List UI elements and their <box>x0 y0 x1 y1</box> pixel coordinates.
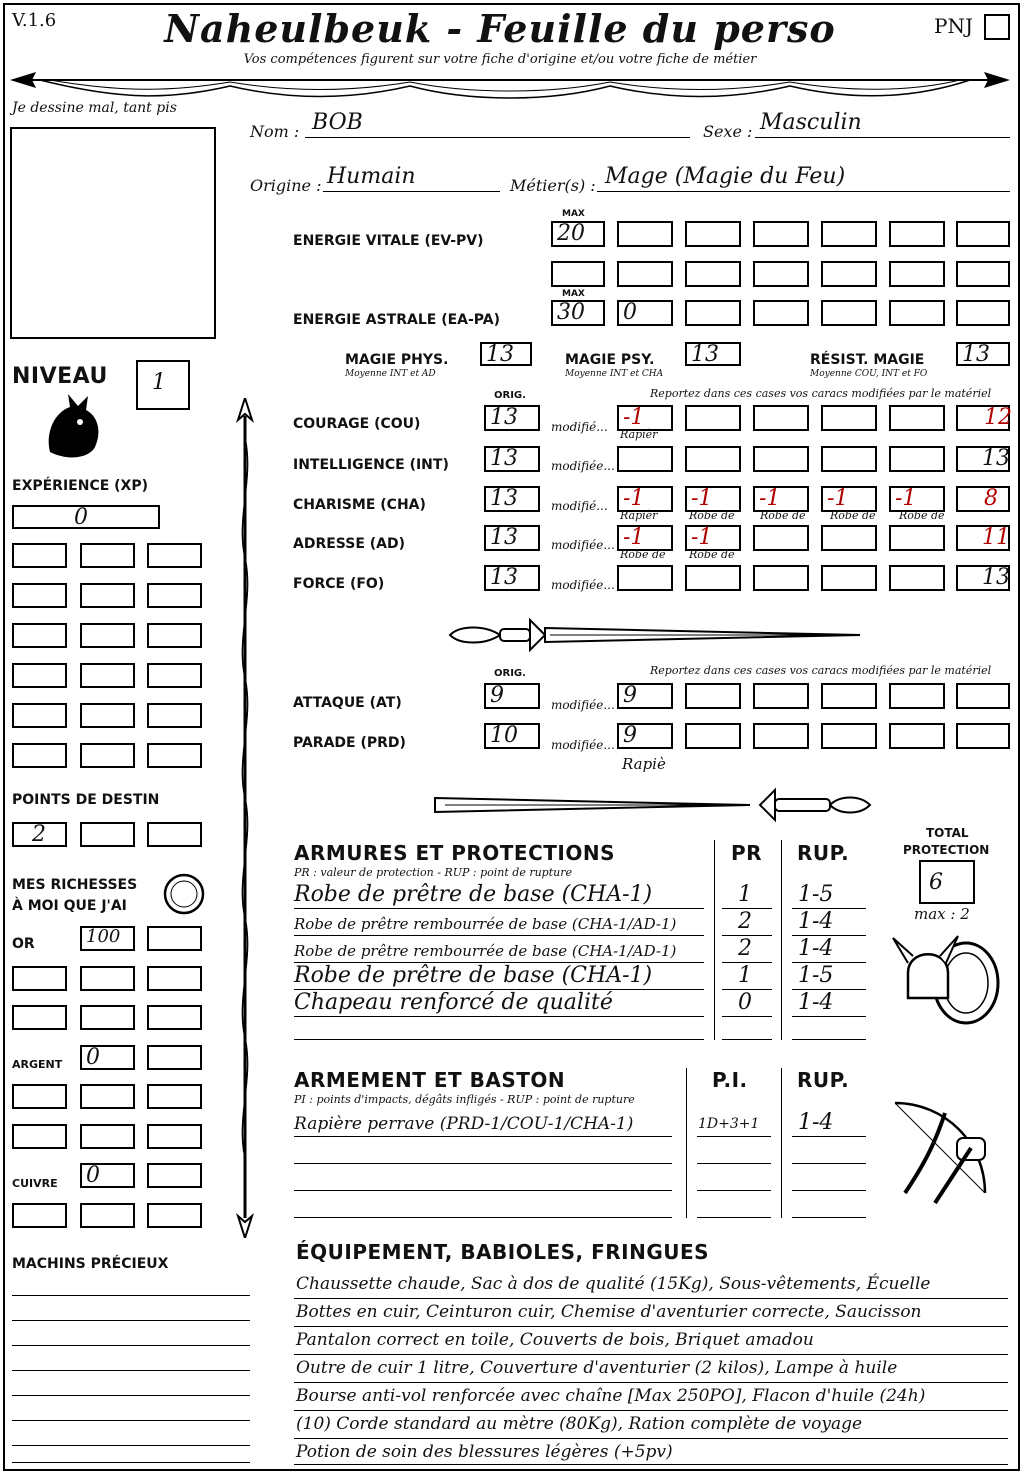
at-label: ATTAQUE (AT) <box>293 695 402 711</box>
at-orig-box[interactable] <box>484 683 540 709</box>
cha-final-box[interactable] <box>956 486 1010 512</box>
ev-box[interactable] <box>753 261 809 287</box>
cha-orig-value: 13 <box>490 486 518 511</box>
machins-label: MACHINS PRÉCIEUX <box>12 1256 169 1272</box>
at-mod-box[interactable] <box>617 683 673 709</box>
ev-box[interactable] <box>685 261 741 287</box>
resist-magie-value: 13 <box>962 342 990 367</box>
ev-box[interactable] <box>685 221 741 247</box>
or-label: OR <box>12 936 35 952</box>
prd-mod-box[interactable] <box>821 723 877 749</box>
ea-label: ENERGIE ASTRALE (EA-PA) <box>293 312 501 328</box>
armure-row-line[interactable] <box>294 1022 704 1040</box>
ev-box[interactable] <box>753 221 809 247</box>
machins-line[interactable] <box>12 1351 250 1371</box>
or-box[interactable] <box>80 1005 135 1030</box>
int-orig-box[interactable] <box>484 446 540 472</box>
armure-row-line[interactable] <box>722 1022 772 1040</box>
ad-mod-value: -1 <box>623 525 645 550</box>
prd-mod-value: 9 <box>623 723 637 748</box>
cha-mod-note: Robe de <box>899 509 945 522</box>
cou-mod-value: -1 <box>623 405 645 430</box>
armure-pr: 2 <box>738 909 752 934</box>
fo-mod-box[interactable] <box>617 565 673 591</box>
armure-pr: 1 <box>738 882 752 907</box>
ev-box[interactable] <box>617 261 673 287</box>
cha-mod-value: -1 <box>895 486 917 511</box>
machins-line[interactable] <box>12 1451 250 1463</box>
cou-orig-box[interactable] <box>484 405 540 431</box>
portrait-box[interactable] <box>10 127 216 339</box>
ev-box[interactable] <box>551 261 605 287</box>
destin-box[interactable] <box>147 822 202 847</box>
xp-grid-box[interactable] <box>147 543 202 568</box>
armure-name: Robe de prêtre de base (CHA-1) <box>294 882 653 907</box>
xp-grid-box[interactable] <box>12 703 67 728</box>
destin-box[interactable] <box>12 822 67 847</box>
xp-grid-box[interactable] <box>80 663 135 688</box>
armure-name: Chapeau renforcé de qualité <box>294 990 613 1015</box>
armure-pr: 1 <box>738 963 752 988</box>
cha-mod-note: Robe de <box>689 509 735 522</box>
niveau-box[interactable] <box>136 360 190 410</box>
int-mod-box[interactable] <box>617 446 673 472</box>
machins-line[interactable] <box>12 1401 250 1421</box>
int-orig-value: 13 <box>490 446 518 471</box>
magie-psy-label: MAGIE PSY. <box>565 352 655 368</box>
nom-value: BOB <box>312 110 363 135</box>
ev-box[interactable] <box>889 221 945 247</box>
equipement-item: Potion de soin des blessures légères (+5pv) <box>296 1442 673 1462</box>
prd-modif-label: modifiée... <box>551 738 615 752</box>
machins-line[interactable] <box>12 1376 250 1396</box>
ea-box[interactable] <box>821 300 877 326</box>
armures-title: ARMURES ET PROTECTIONS <box>294 841 615 865</box>
prd-mod-note: Rapiè <box>622 755 666 773</box>
combat-note: Reportez dans ces cases vos caracs modifiées par le matériel <box>650 664 992 677</box>
cha-mod-value: -1 <box>759 486 781 511</box>
armures-sub: PR : valeur de protection - RUP : point de rupture <box>294 866 572 879</box>
machins-line[interactable] <box>12 1301 250 1321</box>
machins-line[interactable] <box>12 1326 250 1346</box>
at-mod-box[interactable] <box>753 683 809 709</box>
arme-name: Rapière perrave (PRD-1/COU-1/CHA-1) <box>294 1114 634 1134</box>
armement-sub: PI : points d'impacts, dégâts infligés - RUP : point de rupture <box>294 1093 635 1106</box>
int-final-value: 13 <box>982 446 1010 471</box>
spear-icon <box>232 398 258 1238</box>
ea-box[interactable] <box>617 300 673 326</box>
int-final-box[interactable] <box>956 446 1010 472</box>
ad-mod-note: Robe de <box>620 548 666 561</box>
ev-box[interactable] <box>821 221 877 247</box>
xp-grid-box[interactable] <box>147 663 202 688</box>
arme-row-line[interactable] <box>697 1169 771 1191</box>
ev-box[interactable] <box>821 261 877 287</box>
magie-phys-box[interactable] <box>480 342 532 366</box>
equipement-title: ÉQUIPEMENT, BABIOLES, FRINGUES <box>296 1240 710 1264</box>
ev-box[interactable] <box>617 221 673 247</box>
int-modif-label: modifiée... <box>551 459 615 473</box>
xp-grid-box[interactable] <box>80 703 135 728</box>
niveau-label: NIVEAU <box>12 364 108 389</box>
or-box[interactable] <box>80 926 135 951</box>
xp-grid-box[interactable] <box>12 543 67 568</box>
magie-psy-sub: Moyenne INT et CHA <box>565 369 664 379</box>
orig-label: ORIG. <box>494 390 526 401</box>
xp-grid-box[interactable] <box>80 743 135 768</box>
fo-mod-box[interactable] <box>685 565 741 591</box>
ad-modif-label: modifiée... <box>551 538 615 552</box>
metier-label: Métier(s) : <box>510 176 596 195</box>
dragon-icon <box>40 392 106 464</box>
xp-grid-box[interactable] <box>147 743 202 768</box>
at-modif-label: modifiée... <box>551 698 615 712</box>
xp-grid-box[interactable] <box>12 623 67 648</box>
ev-label: ENERGIE VITALE (EV-PV) <box>293 233 484 249</box>
armure-pr: 2 <box>738 936 752 961</box>
coin-icon <box>162 872 206 916</box>
sexe-value: Masculin <box>760 110 862 135</box>
total-protection-label: TOTAL <box>926 826 969 840</box>
equipement-item: Outre de cuir 1 litre, Couverture d'aventurier (2 kilos), Lampe à huile <box>296 1358 898 1378</box>
prd-final-box[interactable] <box>956 723 1010 749</box>
cha-mod-value: -1 <box>691 486 713 511</box>
armure-rup: 1-5 <box>798 963 834 988</box>
or-box[interactable] <box>147 1005 202 1030</box>
armures-col-sep <box>781 840 782 1040</box>
argent-label: ARGENT <box>12 1058 63 1071</box>
cou-mod-box[interactable] <box>821 405 877 431</box>
destin-box[interactable] <box>80 822 135 847</box>
metier-value: Mage (Magie du Feu) <box>605 164 846 189</box>
argent-box[interactable] <box>147 1045 202 1070</box>
cou-mod-note: Rapièr <box>620 428 658 441</box>
portrait-caption: Je dessine mal, tant pis <box>12 100 177 116</box>
sexe-label: Sexe : <box>703 122 753 141</box>
argent-box[interactable] <box>12 1084 67 1109</box>
cou-mod-box[interactable] <box>889 405 945 431</box>
prd-label: PARADE (PRD) <box>293 735 406 751</box>
int-mod-box[interactable] <box>889 446 945 472</box>
machins-line[interactable] <box>12 1426 250 1446</box>
version-label: V.1.6 <box>12 10 57 31</box>
armure-rup: 1-4 <box>798 936 834 961</box>
pr-label: PR <box>731 841 763 865</box>
or-box[interactable] <box>12 1005 67 1030</box>
armure-pr: 0 <box>738 990 752 1015</box>
cou-modif-label: modifié... <box>551 420 608 434</box>
total-protection-label-2: PROTECTION <box>903 843 990 857</box>
richesses-label: MES RICHESSES <box>12 877 138 893</box>
total-protection-box[interactable] <box>919 860 975 904</box>
ad-label: ADRESSE (AD) <box>293 536 406 552</box>
xp-grid-box[interactable] <box>80 583 135 608</box>
argent-box[interactable] <box>80 1124 135 1149</box>
richesses-label-2: À MOI QUE J'AI <box>12 898 127 914</box>
magie-psy-value: 13 <box>691 342 719 367</box>
fo-orig-value: 13 <box>490 565 518 590</box>
fo-mod-box[interactable] <box>753 565 809 591</box>
ad-mod-value: -1 <box>691 525 713 550</box>
ad-final-box[interactable] <box>956 525 1010 551</box>
arme-pi: 1D+3+1 <box>698 1116 760 1132</box>
ad-mod-note: Robe de <box>689 548 735 561</box>
argent-box[interactable] <box>80 1045 135 1070</box>
ad-mod-box[interactable] <box>889 525 945 551</box>
int-mod-box[interactable] <box>821 446 877 472</box>
cha-mod-note: Robe de <box>760 509 806 522</box>
cuivre-box[interactable] <box>147 1163 202 1188</box>
ea-box[interactable] <box>956 300 1010 326</box>
page-subtitle: Vos compétences figurent sur votre fiche d'origine et/ou votre fiche de métier <box>243 52 757 67</box>
or-box[interactable] <box>147 926 202 951</box>
cha-modif-label: modifié... <box>551 499 608 513</box>
cuivre-value: 0 <box>86 1163 100 1188</box>
cuivre-box[interactable] <box>12 1203 67 1228</box>
xp-label: EXPÉRIENCE (XP) <box>12 478 149 494</box>
ev-max-label: MAX <box>562 209 585 219</box>
argent-box[interactable] <box>147 1124 202 1149</box>
equipement-item: Pantalon correct en toile, Couverts de bois, Briquet amadou <box>296 1330 814 1350</box>
armement-rup-label: RUP. <box>797 1068 850 1092</box>
at-mod-value: 9 <box>623 683 637 708</box>
nom-label: Nom : <box>250 122 300 141</box>
ea-max-value: 30 <box>557 300 585 325</box>
cuivre-label: CUIVRE <box>12 1177 58 1190</box>
arme-rup: 1-4 <box>798 1110 834 1135</box>
prd-orig-box[interactable] <box>484 723 540 749</box>
xp-value: 0 <box>74 505 88 530</box>
or-box[interactable] <box>147 966 202 991</box>
xp-grid-box[interactable] <box>147 703 202 728</box>
prd-mod-box[interactable] <box>753 723 809 749</box>
ad-orig-value: 13 <box>490 525 518 550</box>
equipement-item: Bottes en cuir, Ceinturon cuir, Chemise d'aventurier correcte, Saucisson <box>296 1302 922 1322</box>
equipement-item: (10) Corde standard au mètre (80Kg), Ration complète de voyage <box>296 1414 863 1434</box>
argent-box[interactable] <box>147 1084 202 1109</box>
arme-row-line[interactable] <box>294 1142 672 1164</box>
xp-grid-box[interactable] <box>147 583 202 608</box>
or-box[interactable] <box>12 966 67 991</box>
argent-box[interactable] <box>80 1084 135 1109</box>
sword-icon <box>430 780 880 830</box>
cuivre-box[interactable] <box>80 1163 135 1188</box>
cou-final-box[interactable] <box>956 405 1010 431</box>
pnj-label: PNJ <box>934 14 973 38</box>
cha-mod-value: -1 <box>623 486 645 511</box>
cuivre-box[interactable] <box>80 1203 135 1228</box>
niveau-value: 1 <box>152 370 166 395</box>
armure-row-line[interactable] <box>792 1022 866 1040</box>
xp-grid-box[interactable] <box>12 583 67 608</box>
armement-col-sep <box>686 1068 687 1218</box>
rup-label: RUP. <box>797 841 850 865</box>
arme-row-line[interactable] <box>792 1169 866 1191</box>
ev-max-value: 20 <box>557 221 585 246</box>
prd-mod-box[interactable] <box>685 723 741 749</box>
prd-mod-box[interactable] <box>889 723 945 749</box>
destin-label: POINTS DE DESTIN <box>12 792 160 808</box>
cha-label: CHARISME (CHA) <box>293 497 426 513</box>
cou-final-value: 12 <box>984 405 1012 430</box>
origine-value: Humain <box>327 164 416 189</box>
fo-mod-box[interactable] <box>821 565 877 591</box>
at-final-box[interactable] <box>956 683 1010 709</box>
fo-final-box[interactable] <box>956 565 1010 591</box>
ea-current-value: 0 <box>623 300 637 325</box>
machins-line[interactable] <box>12 1276 250 1296</box>
fo-orig-box[interactable] <box>484 565 540 591</box>
cha-mod-note: Robe de <box>830 509 876 522</box>
int-mod-box[interactable] <box>685 446 741 472</box>
arme-row-line[interactable] <box>294 1196 672 1218</box>
xp-grid-box[interactable] <box>80 623 135 648</box>
ev-box[interactable] <box>956 221 1010 247</box>
armement-title: ARMEMENT ET BASTON <box>294 1068 566 1092</box>
resist-magie-box[interactable] <box>956 342 1010 366</box>
xp-grid-box[interactable] <box>12 743 67 768</box>
armure-rup: 1-4 <box>798 990 834 1015</box>
carac-note: Reportez dans ces cases vos caracs modifiées par le matériel <box>650 387 992 400</box>
cou-mod-box[interactable] <box>685 405 741 431</box>
equipement-item: Bourse anti-vol renforcée avec chaîne [Max 250PO], Flacon d'huile (24h) <box>296 1386 926 1406</box>
armure-name: Robe de prêtre rembourrée de base (CHA-1/AD-1) <box>294 942 677 960</box>
at-mod-box[interactable] <box>821 683 877 709</box>
fo-mod-box[interactable] <box>889 565 945 591</box>
equipement-item: Chaussette chaude, Sac à dos de qualité (15Kg), Sous-vêtements, Écuelle <box>296 1274 931 1294</box>
cha-mod-value: -1 <box>827 486 849 511</box>
argent-box[interactable] <box>12 1124 67 1149</box>
or-box[interactable] <box>80 966 135 991</box>
ea-box[interactable] <box>685 300 741 326</box>
combat-orig-label: ORIG. <box>494 668 526 679</box>
ea-max-label: MAX <box>562 289 585 299</box>
at-orig-value: 9 <box>490 683 504 708</box>
ad-mod-box[interactable] <box>753 525 809 551</box>
xp-grid-box[interactable] <box>147 623 202 648</box>
prd-mod-box[interactable] <box>617 723 673 749</box>
total-protection-max: max : 2 <box>914 905 970 923</box>
pi-label: P.I. <box>712 1068 748 1092</box>
sword-icon <box>430 610 880 660</box>
xp-grid-box[interactable] <box>80 543 135 568</box>
prd-orig-value: 10 <box>490 723 518 748</box>
ea-box[interactable] <box>889 300 945 326</box>
arme-row-line[interactable] <box>792 1196 866 1218</box>
resist-magie-sub: Moyenne COU, INT et FO <box>810 369 928 379</box>
ad-orig-box[interactable] <box>484 525 540 551</box>
magie-psy-box[interactable] <box>685 342 741 366</box>
ev-box[interactable] <box>956 261 1010 287</box>
helmet-shield-icon <box>888 928 1008 1028</box>
argent-value: 0 <box>86 1045 100 1070</box>
cha-orig-box[interactable] <box>484 486 540 512</box>
xp-box[interactable] <box>12 505 160 529</box>
arme-row-line[interactable] <box>697 1142 771 1164</box>
magie-phys-sub: Moyenne INT et AD <box>345 369 436 379</box>
cuivre-box[interactable] <box>147 1203 202 1228</box>
or-value: 100 <box>86 926 121 947</box>
ev-max-box[interactable] <box>551 221 605 247</box>
ad-mod-box[interactable] <box>821 525 877 551</box>
ea-box[interactable] <box>753 300 809 326</box>
ad-final-value: 11 <box>982 525 1010 550</box>
ea-max-box[interactable] <box>551 300 605 326</box>
cou-mod-box[interactable] <box>753 405 809 431</box>
magie-phys-value: 13 <box>486 342 514 367</box>
destin-value: 2 <box>32 822 46 847</box>
at-mod-box[interactable] <box>889 683 945 709</box>
arme-row-line[interactable] <box>792 1142 866 1164</box>
total-protection-value: 6 <box>929 870 943 895</box>
cou-label: COURAGE (COU) <box>293 416 421 432</box>
armure-name: Robe de prêtre de base (CHA-1) <box>294 963 653 988</box>
armure-rup: 1-4 <box>798 909 834 934</box>
origine-label: Origine : <box>250 176 322 195</box>
cou-orig-value: 13 <box>490 405 518 430</box>
fo-label: FORCE (FO) <box>293 576 385 592</box>
fo-modif-label: modifiée... <box>551 578 615 592</box>
armure-name: Robe de prêtre rembourrée de base (CHA-1/AD-1) <box>294 915 677 933</box>
at-mod-box[interactable] <box>685 683 741 709</box>
int-label: INTELLIGENCE (INT) <box>293 457 449 473</box>
pnj-checkbox[interactable] <box>984 14 1010 40</box>
int-mod-box[interactable] <box>753 446 809 472</box>
armure-rup: 1-5 <box>798 882 834 907</box>
weapons-icon <box>885 1093 1005 1213</box>
armement-col-sep <box>781 1068 782 1218</box>
cha-mod-note: Rapièr <box>620 509 658 522</box>
armures-col-sep <box>714 840 715 1040</box>
magie-phys-label: MAGIE PHYS. <box>345 352 449 368</box>
arme-row-line[interactable] <box>697 1196 771 1218</box>
page-title: Naheulbeuk - Feuille du perso <box>164 6 836 51</box>
ev-box[interactable] <box>889 261 945 287</box>
xp-grid-box[interactable] <box>12 663 67 688</box>
resist-magie-label: RÉSIST. MAGIE <box>810 352 925 368</box>
cha-final-value: 8 <box>984 486 998 511</box>
fo-final-value: 13 <box>982 565 1010 590</box>
arme-row-line[interactable] <box>294 1169 672 1191</box>
